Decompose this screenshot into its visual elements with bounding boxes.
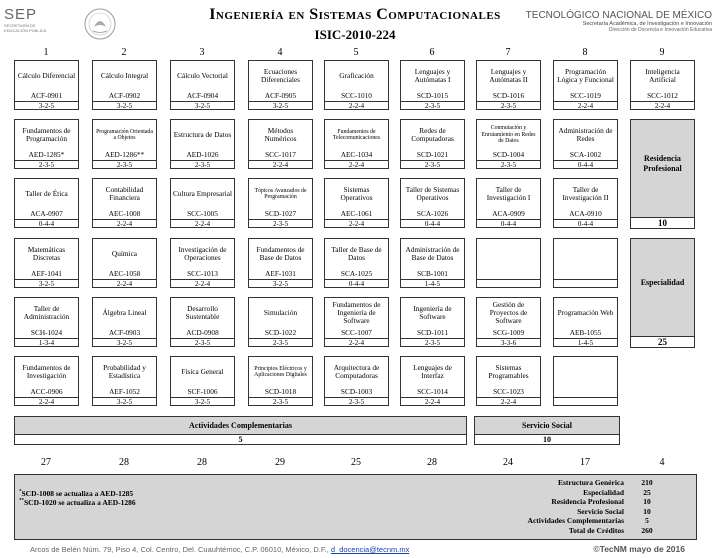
- course-cell[interactable]: [170, 297, 235, 347]
- course-credits: 2-2-4: [325, 160, 388, 169]
- course-name: Taller de Investigación II: [562, 185, 609, 202]
- servicio-social-credits: 10: [475, 434, 619, 444]
- semester-total: 25: [351, 457, 361, 468]
- course-code: SCD-1018: [264, 387, 297, 396]
- course-credits: 2-3-5: [249, 219, 312, 228]
- course-credits: 0-4-4: [15, 219, 78, 228]
- course-code: SCH-1024: [30, 328, 63, 337]
- course-code: AEF-1031: [265, 269, 296, 278]
- course-code: AED-1026: [186, 150, 219, 159]
- course-code: SCC-1013: [187, 269, 218, 278]
- course-credits: 3-2-5: [93, 397, 156, 406]
- course-code: AEC-1058: [108, 269, 141, 278]
- residencia-credits: 10: [631, 217, 694, 228]
- course-name: Taller de Ética: [25, 189, 68, 198]
- course-credits: 2-2-4: [15, 397, 78, 406]
- course-name: Lenguajes y Autómatas II: [489, 67, 528, 84]
- course-name: [554, 239, 617, 269]
- course-cell[interactable]: [248, 119, 313, 169]
- course-cell[interactable]: [400, 238, 465, 288]
- course-credits: 0-4-4: [401, 219, 464, 228]
- course-cell[interactable]: [92, 119, 157, 169]
- course-name: Cálculo Diferencial: [17, 71, 76, 80]
- course-cell[interactable]: [14, 119, 79, 169]
- course-credits: 3-2-5: [249, 279, 312, 288]
- course-code: ACF-0903: [108, 328, 141, 337]
- course-credits: [554, 279, 617, 288]
- sep-sub-1: SECRETARÍA DE: [4, 23, 36, 28]
- course-name: Gestión de Proyectos de Software: [489, 300, 528, 325]
- course-credits: 2-2-4: [249, 160, 312, 169]
- course-credits: 2-2-4: [325, 101, 388, 110]
- summary-label: Residencia Profesional: [551, 497, 624, 506]
- summary-value: 260: [641, 525, 653, 535]
- sep-logo: [4, 6, 76, 42]
- course-credits: 2-3-5: [401, 160, 464, 169]
- course-credits: 3-2-5: [249, 101, 312, 110]
- course-code: SCD-1003: [340, 387, 373, 396]
- course-name: Tópicos Avanzados de Programación: [254, 187, 307, 200]
- course-name: Lenguajes y Autómatas I: [414, 67, 451, 84]
- course-name: Álgebra Lineal: [102, 308, 147, 317]
- course-name: Lenguajes de Interfaz: [413, 363, 452, 380]
- course-cell[interactable]: [476, 297, 541, 347]
- course-credits: 2-3-5: [477, 160, 540, 169]
- summary-row: [528, 497, 670, 507]
- course-credits: 2-3-5: [249, 338, 312, 347]
- course-cell[interactable]: [553, 119, 618, 169]
- course-credits: 2-3-5: [325, 397, 388, 406]
- course-cell[interactable]: [14, 238, 79, 288]
- course-name: Simulación: [263, 308, 298, 317]
- semester-total: 17: [580, 457, 590, 468]
- complementarias-credits: 5: [15, 434, 466, 444]
- course-credits: 3-3-6: [477, 338, 540, 347]
- course-cell[interactable]: [400, 119, 465, 169]
- course-code: AEC-1008: [108, 209, 141, 218]
- course-name: Fundamentos de Programación: [22, 126, 71, 143]
- semester-total: 28: [427, 457, 437, 468]
- course-cell[interactable]: [476, 60, 541, 110]
- course-name: Fundamentos de Telecomunicaciones: [332, 128, 381, 141]
- course-name: [554, 357, 617, 387]
- summary-label: Especialidad: [583, 487, 624, 497]
- program-code: ISIC-2010-224: [314, 27, 396, 42]
- course-code: AED-1286**: [104, 150, 145, 159]
- course-code: AEC-1061: [340, 209, 373, 218]
- course-name: Taller de Investigación I: [486, 185, 531, 202]
- course-code: ACA-0907: [30, 209, 63, 218]
- course-code: SCA-1026: [416, 209, 449, 218]
- summary-value: 10: [643, 506, 651, 516]
- course-cell[interactable]: [170, 178, 235, 228]
- semester-number: 1: [43, 47, 49, 58]
- tecnm-block: [520, 10, 712, 33]
- course-name: Taller de Base de Datos: [331, 245, 382, 262]
- course-credits: 2-3-5: [171, 160, 234, 169]
- course-cell[interactable]: [476, 178, 541, 228]
- update-note-2-text: SCD-1020 se actualiza a AED-1286: [24, 498, 136, 507]
- semester-total: 29: [275, 457, 285, 468]
- course-cell[interactable]: [14, 60, 79, 110]
- course-name: Investigación de Operaciones: [178, 245, 227, 262]
- course-code: ACF-0905: [264, 91, 297, 100]
- course-name: Sistemas Operativos: [340, 185, 373, 202]
- course-code: SCC-1014: [417, 387, 448, 396]
- course-credits: 2-2-4: [171, 279, 234, 288]
- summary-label: Servicio Social: [577, 506, 624, 516]
- course-credits: 3-2-5: [15, 279, 78, 288]
- copyright-stamp: ©TecNM mayo de 2016: [593, 544, 685, 554]
- course-cell[interactable]: [553, 60, 618, 110]
- address-text: Arcos de Belén Núm. 79, Piso 4, Col. Centro, Del. Cuauhtémoc, C.P. 06010, México, D.F.,: [30, 545, 329, 554]
- course-name: Administración de Base de Datos: [405, 245, 460, 262]
- summary-label: Estructura Genérica: [557, 478, 624, 487]
- course-code: SCB-1001: [417, 269, 448, 278]
- course-name: Programación Lógica y Funcional: [557, 67, 614, 84]
- mexico-crest-icon: [84, 7, 116, 41]
- course-credits: 2-2-4: [477, 397, 540, 406]
- course-code: SCD-1027: [264, 209, 297, 218]
- email-link[interactable]: d_docencia@tecnm.mx: [330, 545, 410, 554]
- course-credits: 0-4-4: [554, 160, 617, 169]
- course-code: SCA-1002: [569, 150, 602, 159]
- course-cell[interactable]: [553, 178, 618, 228]
- course-code: ACA-0910: [569, 209, 602, 218]
- course-credits: 1-4-5: [554, 338, 617, 347]
- course-name: Cálculo Vectorial: [177, 71, 228, 80]
- course-code: SCD-1021: [416, 150, 449, 159]
- course-credits: 3-2-5: [171, 397, 234, 406]
- credit-summary: [528, 478, 670, 535]
- empty-course-cell: [553, 238, 618, 288]
- course-credits: 1-3-4: [15, 338, 78, 347]
- course-credits: 2-3-5: [477, 101, 540, 110]
- summary-row: [528, 507, 670, 517]
- course-cell[interactable]: [400, 178, 465, 228]
- course-name: Graficación: [339, 71, 374, 80]
- course-code: ACF-0904: [186, 91, 219, 100]
- course-code: AEB-1055: [569, 328, 602, 337]
- course-cell[interactable]: [324, 60, 389, 110]
- course-code: ACF-0902: [108, 91, 141, 100]
- course-credits: [477, 279, 540, 288]
- empty-course-cell: [553, 356, 618, 406]
- course-credits: 2-2-4: [325, 219, 388, 228]
- semester-number: 5: [353, 47, 359, 58]
- course-code: SCD-1011: [417, 328, 448, 337]
- especialidad-block[interactable]: [630, 238, 695, 348]
- empty-course-cell: [476, 238, 541, 288]
- course-code: ACF-0901: [30, 91, 63, 100]
- course-cell[interactable]: [476, 356, 541, 406]
- course-credits: 2-2-4: [401, 397, 464, 406]
- course-cell[interactable]: [553, 297, 618, 347]
- course-cell[interactable]: [324, 238, 389, 288]
- course-name: Fundamentos de Ingeniería de Software: [332, 300, 381, 325]
- course-credits: 3-2-5: [93, 338, 156, 347]
- summary-row: [528, 478, 670, 488]
- course-name: Contabilidad Financiera: [105, 185, 144, 202]
- course-credits: 2-3-5: [401, 338, 464, 347]
- course-name: Fundamentos de Base de Datos: [256, 245, 305, 262]
- semester-number: 3: [199, 47, 205, 58]
- course-code: SCC-1023: [493, 387, 524, 396]
- course-cell[interactable]: [248, 178, 313, 228]
- course-credits: 0-4-4: [477, 219, 540, 228]
- course-name: Administración de Redes: [558, 126, 613, 143]
- semester-number: 2: [121, 47, 127, 58]
- course-cell[interactable]: [476, 119, 541, 169]
- summary-row: [528, 526, 670, 536]
- course-name: Taller de Administración: [23, 304, 70, 321]
- course-code: [477, 269, 540, 279]
- servicio-social-bar[interactable]: [474, 416, 620, 445]
- course-cell[interactable]: [248, 238, 313, 288]
- summary-value: 5: [645, 516, 649, 525]
- update-note-2: **SCD-1020 se actualiza a AED-1286: [19, 498, 136, 507]
- sep-sub-2: EDUCACIÓN PÚBLICA: [4, 28, 47, 33]
- course-code: SCF-1006: [187, 387, 218, 396]
- course-name: Química: [111, 249, 138, 258]
- course-cell[interactable]: [92, 178, 157, 228]
- course-code: SCC-1007: [341, 328, 372, 337]
- semester-number: 7: [505, 47, 511, 58]
- course-credits: 2-2-4: [171, 219, 234, 228]
- summary-value: 25: [643, 487, 651, 497]
- course-code: SCC-1019: [570, 91, 601, 100]
- course-cell[interactable]: [248, 356, 313, 406]
- complementarias-bar[interactable]: [14, 416, 467, 445]
- semester-number: 8: [582, 47, 588, 58]
- course-cell[interactable]: [170, 238, 235, 288]
- course-cell[interactable]: [324, 297, 389, 347]
- sep-name: SEP: [4, 6, 38, 23]
- course-credits: 3-2-5: [93, 101, 156, 110]
- semester-total: 24: [503, 457, 513, 468]
- summary-value: 10: [643, 497, 651, 506]
- course-code: SCC-1017: [265, 150, 296, 159]
- course-credits: 2-2-4: [554, 101, 617, 110]
- course-name: Cultura Empresarial: [173, 189, 232, 198]
- course-name: Probabilidad y Estadística: [103, 363, 146, 380]
- course-cell[interactable]: [92, 238, 157, 288]
- course-credits: [554, 397, 617, 406]
- course-code: SCC-1010: [341, 91, 372, 100]
- course-name: Sistemas Programables: [488, 363, 529, 380]
- course-cell[interactable]: [400, 60, 465, 110]
- course-cell[interactable]: [324, 178, 389, 228]
- course-credits: 2-3-5: [401, 101, 464, 110]
- residencia-label: Residencia Profesional: [643, 154, 682, 173]
- course-cell[interactable]: [248, 60, 313, 110]
- course-cell[interactable]: [324, 356, 389, 406]
- course-code: ACD-0908: [186, 328, 219, 337]
- course-name: Estructura de Datos: [173, 130, 232, 139]
- course-code: AEF-1041: [31, 269, 62, 278]
- semester-total: 28: [119, 457, 129, 468]
- course-name: Redes de Computadoras: [411, 126, 454, 143]
- course-credits: 0-4-4: [325, 279, 388, 288]
- course-name: Fundamentos de Investigación: [22, 363, 71, 380]
- course-credits: 2-3-5: [249, 397, 312, 406]
- course-cell[interactable]: [170, 119, 235, 169]
- course-name: Ingeniería de Software: [413, 304, 452, 321]
- course-cell[interactable]: [630, 60, 695, 110]
- semester-number: 9: [659, 47, 665, 58]
- course-name: Desarrollo Sustentable: [185, 304, 220, 321]
- semester-number: 4: [277, 47, 283, 58]
- course-cell[interactable]: [92, 356, 157, 406]
- course-name: Programación Orientada a Objetos: [96, 128, 153, 141]
- course-code: AEC-1034: [340, 150, 373, 159]
- course-code: ACC-0906: [30, 387, 63, 396]
- tecnm-sub2: Dirección de Docencia e Innovación Educativa: [608, 27, 712, 33]
- course-code: AED-1285*: [28, 150, 65, 159]
- course-name: Física General: [181, 367, 224, 376]
- course-name: [477, 239, 540, 269]
- summary-value: 210: [641, 478, 653, 487]
- course-name: Taller de Sistemas Operativos: [405, 185, 460, 202]
- course-name: Conmutación y Enrutamiento en Redes de Datos: [481, 125, 536, 145]
- course-name: Cálculo Integral: [100, 71, 149, 80]
- course-credits: 2-3-5: [171, 338, 234, 347]
- course-name: Arquitectura de Computadoras: [333, 363, 380, 380]
- course-credits: 1-4-5: [401, 279, 464, 288]
- course-code: SCD-1015: [416, 91, 449, 100]
- semester-number: 6: [429, 47, 435, 58]
- course-code: SCA-1025: [340, 269, 373, 278]
- summary-label: Total de Créditos: [568, 525, 624, 535]
- document-header: [0, 0, 715, 46]
- especialidad-label: Especialidad: [640, 278, 685, 287]
- course-code: SCC-1005: [187, 209, 218, 218]
- course-code: AEF-1052: [109, 387, 140, 396]
- semester-total: 4: [659, 457, 665, 468]
- course-cell[interactable]: [400, 297, 465, 347]
- update-note-1-text: SCD-1008 se actualiza a AED-1285: [21, 489, 134, 498]
- course-credits: 2-3-5: [15, 160, 78, 169]
- course-cell[interactable]: [14, 297, 79, 347]
- course-credits: 0-4-4: [554, 219, 617, 228]
- course-name: Métodos Numéricos: [264, 126, 297, 143]
- summary-label: Actividades Complementarias: [527, 516, 624, 525]
- course-code: ACA-0909: [492, 209, 525, 218]
- course-cell[interactable]: [324, 119, 389, 169]
- course-credits: 3-2-5: [171, 101, 234, 110]
- tecnm-title: TECNOLÓGICO NACIONAL DE MÉXICO: [525, 10, 712, 21]
- course-credits: 2-2-4: [631, 101, 694, 110]
- course-cell[interactable]: [92, 60, 157, 110]
- course-credits: 2-2-4: [93, 279, 156, 288]
- course-cell[interactable]: [92, 297, 157, 347]
- servicio-social-label: Servicio Social: [522, 421, 572, 430]
- course-credits: 2-2-4: [325, 338, 388, 347]
- program-title: Ingeniería en Sistemas Computacionales: [209, 6, 501, 23]
- course-cell[interactable]: [400, 356, 465, 406]
- course-code: [554, 387, 617, 397]
- course-name: Ecuaciones Diferenciales: [261, 67, 300, 84]
- course-credits: 3-2-5: [15, 101, 78, 110]
- course-code: SCD-1022: [264, 328, 297, 337]
- course-name: Matemáticas Discretas: [27, 245, 66, 262]
- course-name: Inteligencia Artificial: [645, 67, 680, 84]
- course-credits: 2-2-4: [93, 219, 156, 228]
- course-code: SCD-1004: [492, 150, 525, 159]
- course-cell[interactable]: [170, 60, 235, 110]
- course-code: SCD-1016: [492, 91, 525, 100]
- complementarias-label: Actividades Complementarias: [189, 421, 292, 430]
- course-cell[interactable]: [248, 297, 313, 347]
- course-cell[interactable]: [14, 178, 79, 228]
- course-code: SCC-1012: [647, 91, 678, 100]
- course-name: Programación Web: [557, 308, 614, 317]
- semester-total: 28: [197, 457, 207, 468]
- summary-row: [528, 488, 670, 498]
- footer-address: [30, 545, 409, 554]
- residencia-block[interactable]: [630, 119, 695, 229]
- semester-total: 27: [41, 457, 51, 468]
- update-note-1: *SCD-1008 se actualiza a AED-1285: [19, 489, 134, 498]
- course-credits: 2-3-5: [93, 160, 156, 169]
- course-code: [554, 269, 617, 279]
- tecnm-sub1: Secretaría Académica, de Investigación e Innovación: [582, 21, 712, 27]
- summary-row: [528, 516, 670, 526]
- course-name: Principios Eléctricos y Aplicaciones Digitales: [254, 365, 307, 378]
- course-cell[interactable]: [14, 356, 79, 406]
- footer-summary-box: [14, 474, 697, 540]
- course-cell[interactable]: [170, 356, 235, 406]
- course-code: SCG-1009: [492, 328, 525, 337]
- especialidad-credits: 25: [631, 336, 694, 347]
